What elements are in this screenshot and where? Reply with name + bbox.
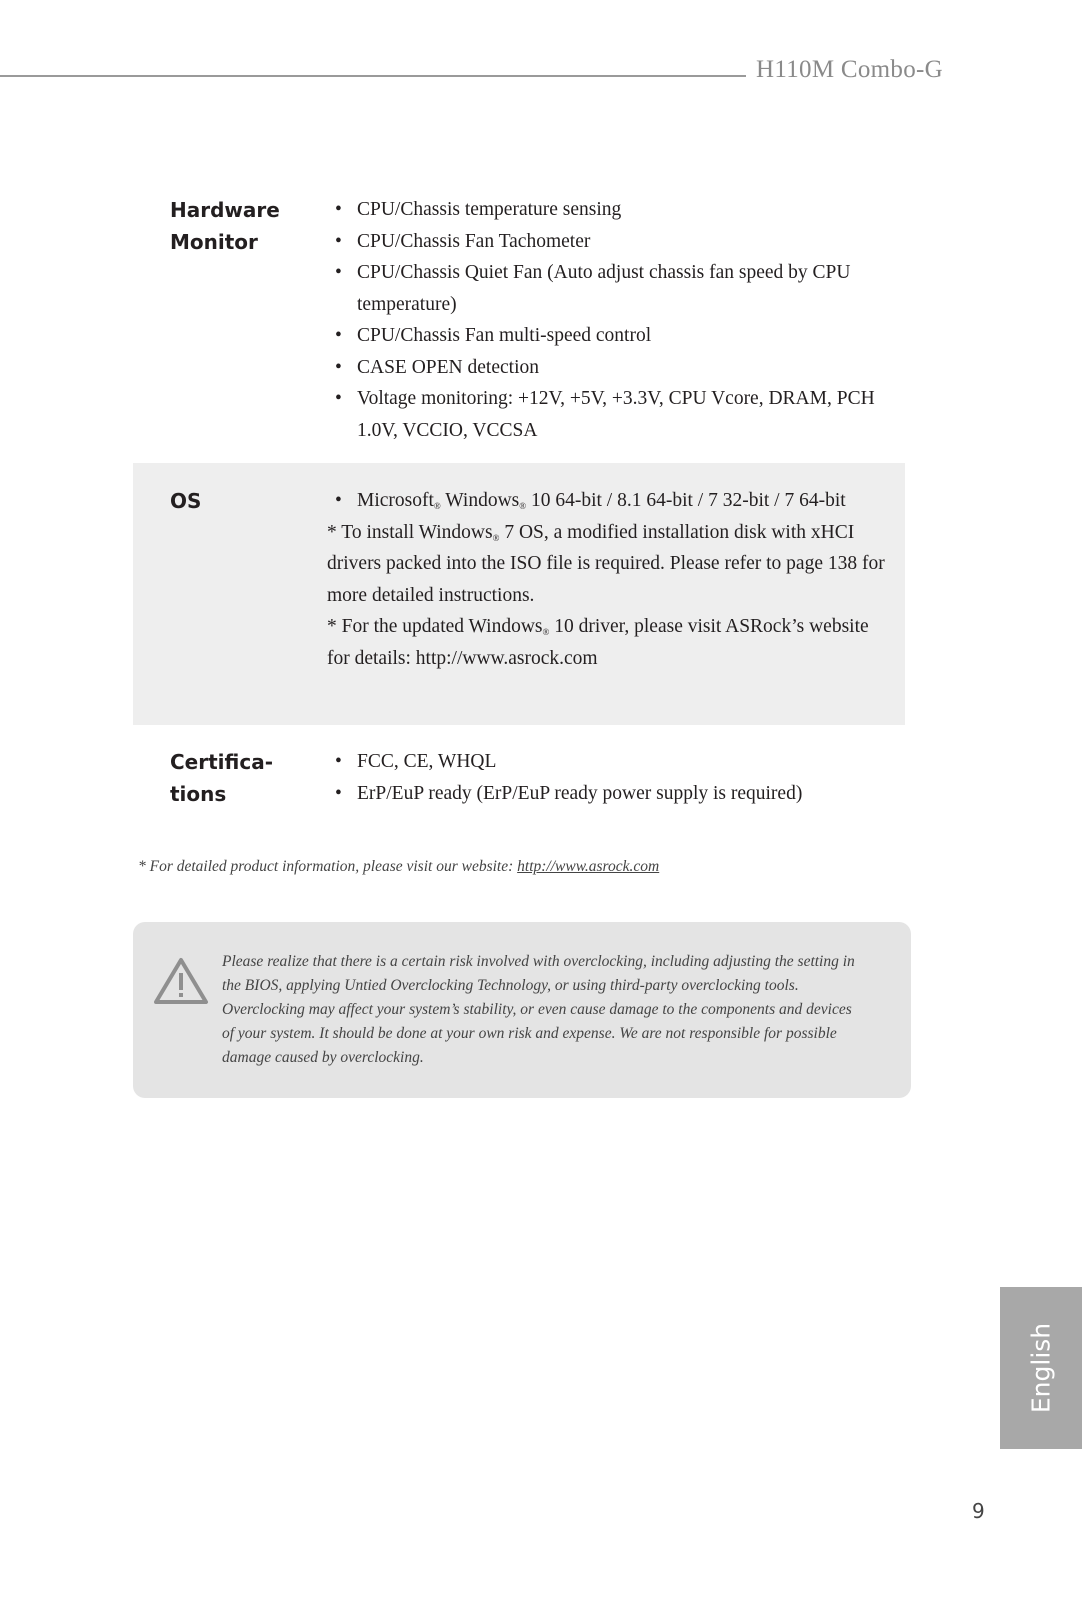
certifications-list <box>327 746 887 809</box>
list-item: • CPU/Chassis Quiet Fan (Auto adjust chassis fan speed by CPU temperature) <box>327 257 887 320</box>
list-item: • CPU/Chassis Fan Tachometer <box>327 226 887 258</box>
spec-content-certifications <box>327 746 887 809</box>
hardware-monitor-list <box>327 194 887 446</box>
os-note-text: 7 OS, a modified installation disk with xHCI drivers packed into the ISO file is required. Please refer to page 138 for more detailed instructions. <box>327 521 885 606</box>
list-item: • CASE OPEN detection <box>327 352 887 384</box>
footnote-text: * For detailed product information, please visit our website: <box>138 858 518 875</box>
registered-mark: ® <box>542 627 550 637</box>
website-link[interactable]: http://www.asrock.com <box>517 858 660 875</box>
os-text: 10 64-bit / 8.1 64-bit / 7 32-bit / 7 64-bit <box>526 490 846 511</box>
product-info-footnote <box>138 858 659 876</box>
registered-mark: ® <box>492 532 500 543</box>
spec-row-os <box>133 463 905 725</box>
spec-label-line: Monitor <box>170 230 258 254</box>
os-note-text: 10 driver, please visit ASRock’s website for details: http://www.asrock.com <box>327 616 869 669</box>
list-item: • FCC, CE, WHQL <box>327 746 887 778</box>
os-list <box>327 485 887 517</box>
registered-mark: ® <box>433 501 441 511</box>
registered-mark: ® <box>519 501 527 511</box>
os-note-text: * To install Windows <box>327 521 493 543</box>
warning-triangle-icon <box>153 956 209 1006</box>
list-item: • ErP/EuP ready (ErP/EuP ready power supply is required) <box>327 778 887 810</box>
warning-text: Please realize that there is a certain risk involved with overclocking, including adjusting the setting in the BIOS, applying Untied Overclocking Technology, or using third-party overclocking tools. Overclocking may affect your system’s stability, or even cause damage to the components and devices of your system. It should be done at your own risk and expense. We are not responsible for possible damage caused by overclocking. <box>222 953 855 1066</box>
os-text: Windows <box>440 490 520 511</box>
os-note-text: * For the updated Windows <box>327 616 543 637</box>
page-number: 9 <box>972 1499 985 1523</box>
language-tab-label: English <box>1026 1322 1056 1414</box>
os-note <box>327 611 887 674</box>
spec-row-certifications <box>133 746 905 818</box>
spec-label-line: Certifica- <box>170 750 273 774</box>
spec-content-os <box>327 485 887 674</box>
spec-content-hardware-monitor <box>327 194 887 446</box>
os-note <box>327 517 887 612</box>
language-tab <box>1000 1287 1082 1449</box>
spec-label-os: OS <box>170 489 202 513</box>
spec-label-line: tions <box>170 782 227 806</box>
spec-label-line: Hardware <box>170 198 280 222</box>
spec-label-hardware-monitor <box>170 194 280 258</box>
list-item: • CPU/Chassis temperature sensing <box>327 194 887 226</box>
overclocking-warning-box <box>133 922 911 1098</box>
header-rule <box>0 75 746 77</box>
page-header-title: H110M Combo-G <box>756 56 944 83</box>
list-item <box>327 485 887 517</box>
list-item: • Voltage monitoring: +12V, +5V, +3.3V, CPU Vcore, DRAM, PCH 1.0V, VCCIO, VCCSA <box>327 383 887 446</box>
spec-label-certifications <box>170 746 273 810</box>
list-item: • CPU/Chassis Fan multi-speed control <box>327 320 887 352</box>
spec-row-hardware-monitor <box>133 190 905 450</box>
os-text: Microsoft <box>357 490 434 511</box>
